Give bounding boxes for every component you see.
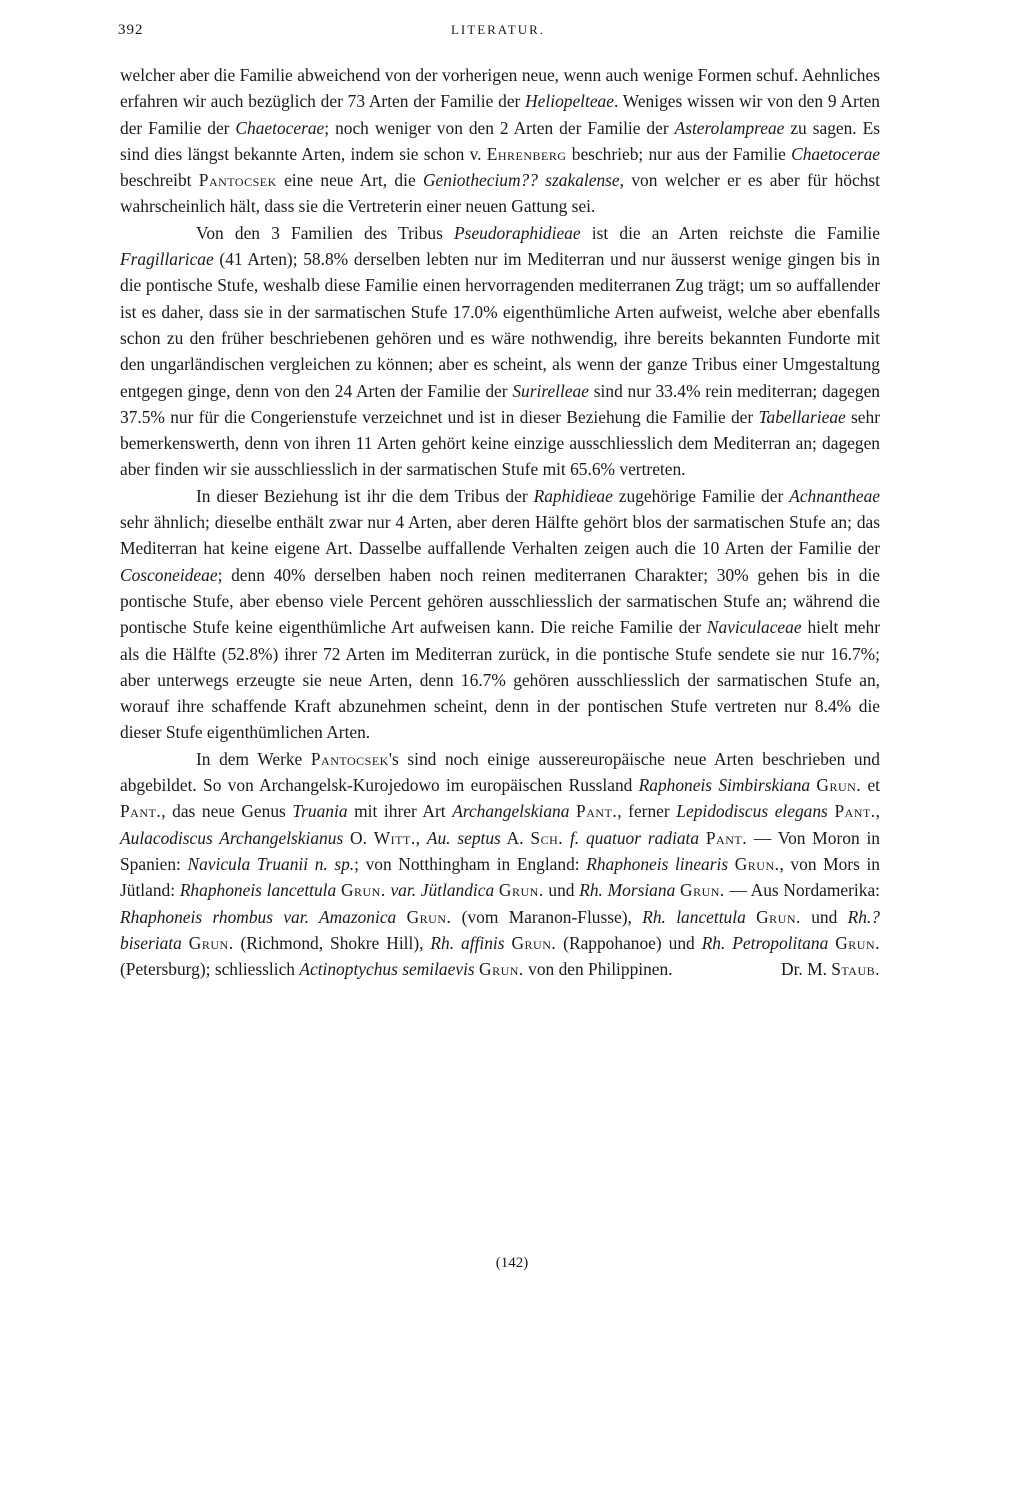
text-run: (41 Arten); 58.8% derselben lebten nur im Mediterran und nur äusserst wenige gingen bis in die pontische Stufe, weshalb diese Familie einen hervorragenden mediterranen Zug trägt; um so auffallender ist es daher, dass sie in der sarmatischen Stufe 17.0% eigenthümliche Arten aufweist, welche aber ebenfalls schon zu den früher beschriebenen gehören und es wäre nothwendig, ihre bereits bekannten Fundorte mit den ungarländischen vergleichen zu können; aber es scheint, als wenn der ganze Tribus einer Umgestaltung entgegen ginge, denn von den 24 Arten der Familie der (120, 249, 880, 401)
text-run: sehr bemerkenswerth, denn von ihren 11 Arten gehört keine einzige ausschliesslich dem Mediterran an; dagegen aber finden wir sie ausschliesslich in der sarmatischen Stufe mit 65.6% vertreten. (120, 406, 880, 480)
author-signature (705, 956, 880, 982)
text-run (699, 828, 706, 848)
text-run: und (800, 906, 848, 927)
taxon-name: Navicula Truanii n. sp. (187, 853, 355, 874)
taxon-name: Rhaphoneis lancettula (179, 880, 337, 901)
paragraph (120, 220, 880, 483)
author-name: Grun. (816, 775, 862, 796)
text-run: 's sind noch einige aussereuropäische neue Arten beschrieben und abgebildet. So von Archangelsk-Kurojedowo im europäischen Russland (120, 748, 881, 796)
text-run: — Von Moron in Spanien: (120, 827, 880, 874)
taxon-name: Naviculaceae (706, 617, 802, 638)
taxon-name: Raphoneis Simbirskiana (638, 775, 811, 796)
text-run: (Rappohanoe) und (556, 932, 702, 953)
text-run: , von welcher er es aber für höchst wahrscheinlich hält, dass sie die Vertreterin einer neuen Gattung sei. (120, 170, 880, 217)
text-run: Von den 3 Familien des Tribus (196, 222, 455, 243)
text-run: (Richmond, Shokre Hill), (233, 932, 431, 953)
taxon-name: Lepidodiscus elegans (676, 801, 828, 822)
author-name: Grun. (479, 959, 524, 980)
taxon-name: Pseudoraphidieae (454, 222, 581, 243)
text-run: ; noch weniger von den 2 Arten der Familie der (324, 117, 675, 138)
text-run: ; von Notthingham in England: (354, 853, 587, 874)
author-name: Grun. (406, 906, 452, 927)
taxon-name: Chaetocerae (791, 143, 880, 164)
paragraph (120, 62, 880, 220)
text-run (182, 933, 189, 953)
text-run (563, 828, 570, 848)
author-name: Grun. (680, 880, 725, 901)
text-run: , (415, 827, 427, 848)
taxon-name: Actinoptychus semilaevis (299, 959, 475, 980)
text-run: , (875, 801, 880, 822)
author-name: Grun. (340, 880, 386, 901)
author-name: Grun. (498, 880, 544, 901)
text-run: (Petersburg); schliesslich (120, 959, 300, 980)
author-name: Grun. (734, 853, 780, 874)
taxon-name: Heliopelteae (525, 91, 614, 112)
author-name: Pant. (834, 801, 876, 822)
taxon-name: Rh. affinis (430, 932, 505, 953)
text-run: beschreibt (120, 170, 199, 191)
text-run: . Weniges wissen wir von den 9 Arten der Familie der (120, 91, 880, 138)
footer-signature-mark: (142) (495, 1255, 529, 1271)
text-run: , das neue Genus (161, 801, 293, 822)
text-run: O. (343, 827, 374, 848)
text-run: , ferner (617, 801, 677, 822)
paragraph (120, 483, 880, 746)
author-name: Pant. (705, 827, 748, 848)
text-run: ist die an Arten reichste die Familie (580, 222, 880, 243)
signature-name: Staub. (831, 959, 880, 980)
taxon-name: Au. septus (426, 827, 501, 848)
taxon-name: Tabellarieae (758, 406, 846, 427)
text-run: welcher aber die Familie abweichend von der vorherigen neue, wenn auch wenige Formen schuf. Aehnliches erfahren wir auch bezüglich der 73 Arten der Familie der (120, 65, 880, 112)
text-run: In dieser Beziehung ist ihr die dem Tribus der (196, 485, 534, 506)
taxon-name: var. Jütlandica (390, 880, 495, 901)
author-name: Pant. (120, 801, 162, 822)
text-run: hielt mehr als die Hälfte (52.8%) ihrer 72 Arten im Mediterran zurück, in die pontische Stufe sendete sie nur 16.7%; aber unterwegs erzeugte sie neue Arten, denn 16.7% gehören ausschliesslich der sarmatischen Stufe an, worauf ihre schaffende Kraft abzunehmen scheint, denn in der pontischen Stufe vertreten nur 8.4% die dieser Stufe eigenthümlichen Arten. (120, 617, 881, 743)
taxon-name: Rh. Morsiana (579, 880, 676, 901)
author-name: Witt. (373, 827, 416, 848)
taxon-name: Rhaphoneis rhombus var. Amazonica (120, 906, 397, 927)
text-run: mit ihrer Art (347, 801, 453, 822)
author-name: Pantocsek (198, 170, 277, 191)
author-name: Grun. (756, 906, 801, 927)
text-run: ; denn 40% derselben haben noch reinen mediterranen Charakter; 30% gehen bis in die pontische Stufe, aber ebenso viele Percent gehören ausschliesslich der sarmatischen Stufe an; während die pontische Stufe keine eigenthümliche Art aufweisen kann. Die reiche Familie der (120, 564, 880, 638)
running-head: LITERATUR. (450, 22, 546, 37)
taxon-name: Rh.? biseriata (120, 906, 880, 953)
taxon-name: Chaetoceraе (235, 117, 325, 138)
taxon-name: Fragillaricae (120, 249, 214, 270)
text-run: — Aus Nordamerika: (724, 880, 880, 901)
text-run: und (543, 880, 580, 901)
signature-prefix: Dr. M. (781, 959, 832, 980)
author-name: Grun. (511, 932, 557, 953)
taxon-name: Truania (292, 801, 348, 822)
taxon-name: Rh. lancettula (642, 906, 746, 927)
text-run: (vom Maranon-Flusse), (451, 906, 643, 927)
taxon-name: Asterolampreae (674, 117, 785, 138)
author-name: Sch. (530, 827, 564, 848)
taxon-name: Rh. Petropolitana (701, 932, 829, 953)
taxon-name: f. quatuor radiata (569, 827, 700, 848)
text-run: zugehörige Familie der (612, 485, 790, 506)
text-run: beschrieb; nur aus der Familie (566, 143, 792, 164)
author-name: Grun. (835, 932, 880, 953)
taxon-name: Surirelleae (512, 380, 589, 401)
text-run: et (861, 775, 880, 796)
taxon-name: Cosconeideae (120, 564, 218, 585)
text-run: In dem Werke (196, 748, 311, 769)
page-header (118, 22, 878, 46)
taxon-name: Geniothecium?? szakalense (423, 170, 620, 191)
text-run: sind nur 33.4% rein mediterran; dagegen 37.5% nur für die Congerienstufe verzeichnet und ist in dieser Beziehung die Familie der (120, 380, 880, 427)
taxon-name: Achnantheae (789, 485, 881, 506)
text-run: sehr ähnlich; dieselbe enthält zwar nur 4 Arten, aber deren Hälfte gehört blos der sarmatischen Stufe an; das Mediterran hat keine eigene Art. Dasselbe auffallende Verhalten zeigen auch die 10 Arten der Familie der (120, 512, 880, 559)
taxon-name: Archangelskiana (452, 801, 570, 822)
body-text (120, 62, 880, 982)
author-name: Ehrenberg (486, 143, 567, 164)
taxon-name: Aulacodiscus Archangelskianus (120, 827, 344, 848)
text-run: von den Philippinen. (523, 959, 673, 980)
text-run: eine neue Art, die (276, 170, 423, 191)
text-run: A. (500, 827, 531, 848)
page-number: 392 (118, 22, 144, 38)
text-run (746, 907, 756, 927)
text-run (728, 854, 735, 874)
paragraph (120, 746, 880, 983)
taxon-name: Raphidieae (533, 485, 613, 506)
author-name: Grun. (188, 932, 234, 953)
text-run: zu sagen. Es sind dies längst bekannte Arten, indem sie schon v. (120, 117, 880, 164)
taxon-name: Rhaphoneis linearis (586, 853, 729, 874)
author-name: Pantocsek (310, 748, 389, 769)
author-name: Pant. (576, 801, 618, 822)
text-run: , von Mors in Jütland: (120, 853, 880, 901)
text-run (396, 907, 406, 927)
